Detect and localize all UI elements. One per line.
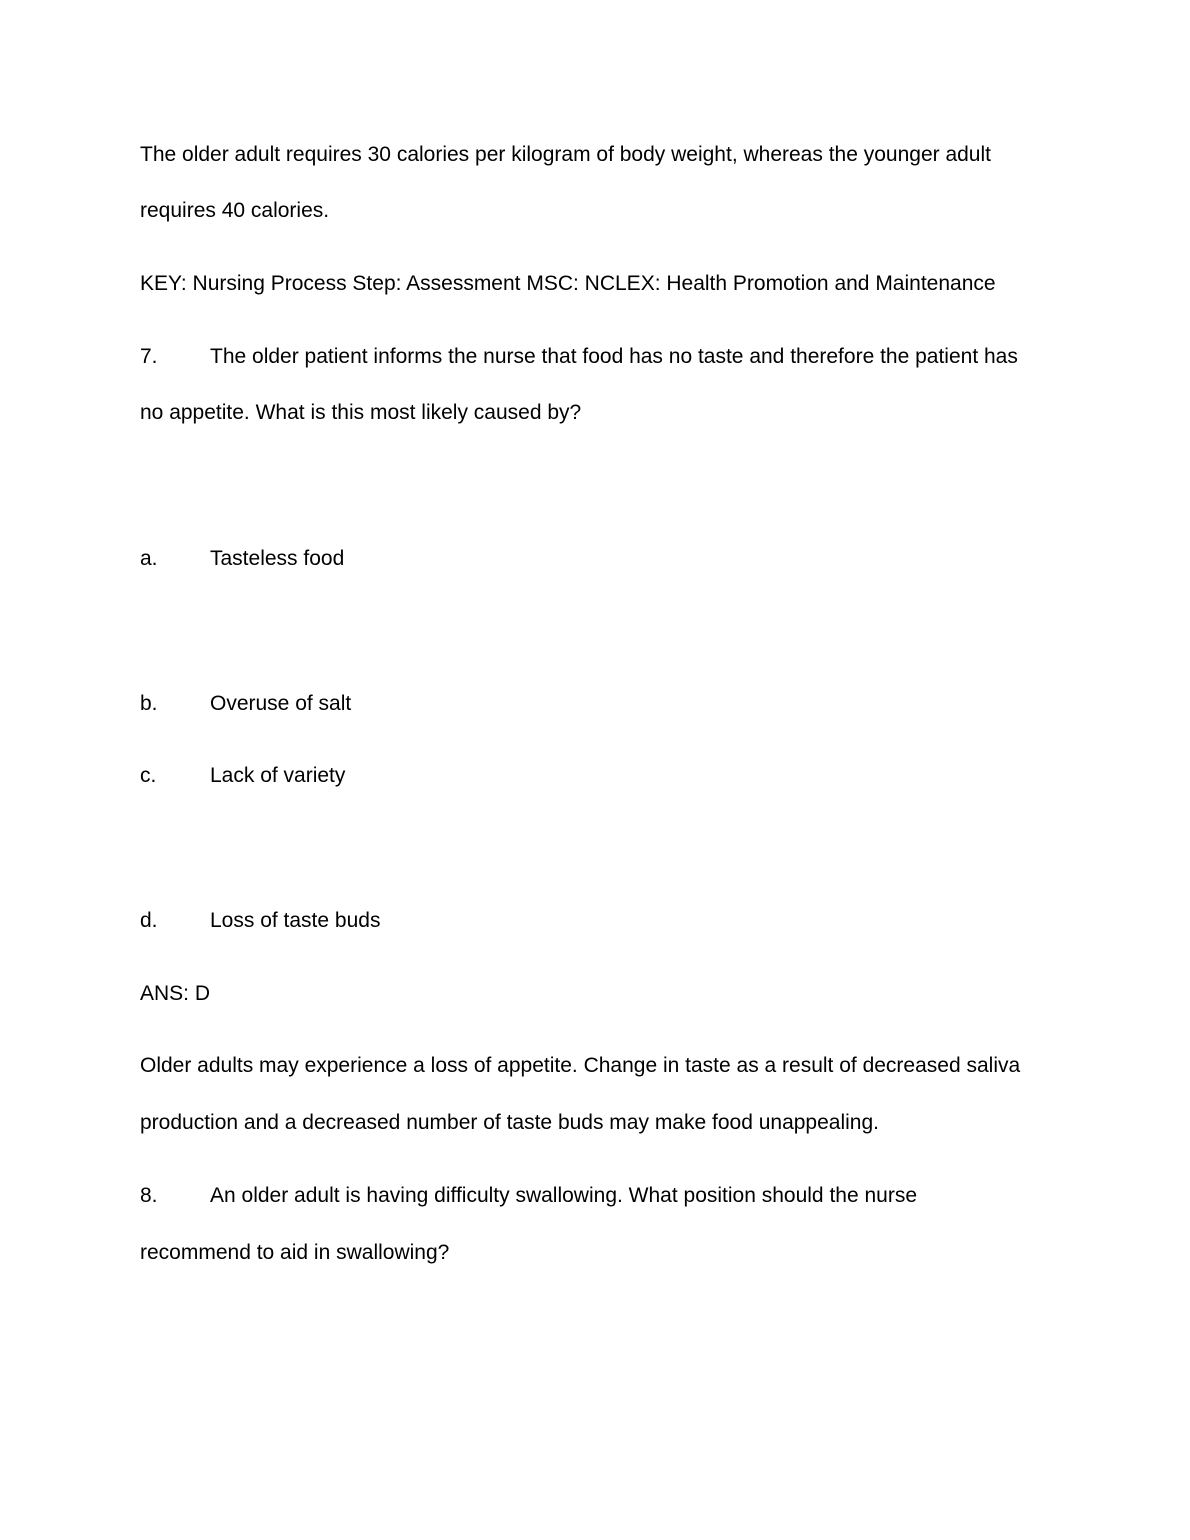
question-7-rationale-line-1: Older adults may experience a loss of appetite. Change in taste as a result of decreased saliva (140, 1054, 1021, 1077)
question-8-stem-line-2: recommend to aid in swallowing? (140, 1241, 450, 1264)
question-6-key: KEY: Nursing Process Step: Assessment MSC: NCLEX: Health Promotion and Maintenance (140, 272, 996, 295)
question-8-stem-line-1 (140, 1182, 917, 1210)
question-8-stem-text-1: An older adult is having difficulty swallowing. What position should the nurse (210, 1184, 918, 1207)
question-7-stem-line-1 (140, 343, 1018, 371)
question-7-option-d (140, 907, 380, 935)
question-7-rationale-line-2: production and a decreased number of taste buds may make food unappealing. (140, 1111, 879, 1134)
option-letter: a. (140, 547, 158, 570)
question-7-option-b (140, 690, 351, 718)
option-text: Overuse of salt (210, 692, 352, 715)
rationale-continuation-line-2: requires 40 calories. (140, 199, 330, 222)
rationale-continuation-line-1: The older adult requires 30 calories per kilogram of body weight, whereas the younger adult (140, 143, 991, 166)
option-text: Tasteless food (210, 547, 345, 570)
option-letter: d. (140, 909, 158, 932)
option-letter: b. (140, 692, 158, 715)
question-8-number: 8. (140, 1184, 158, 1207)
option-text: Loss of taste buds (210, 909, 381, 932)
question-7-option-a (140, 545, 344, 573)
option-letter: c. (140, 764, 157, 787)
question-7-number: 7. (140, 345, 158, 368)
question-7-stem-text-1: The older patient informs the nurse that food has no taste and therefore the patient has (210, 345, 1018, 368)
question-7-answer: ANS: D (140, 982, 211, 1005)
question-7-stem-line-2: no appetite. What is this most likely caused by? (140, 401, 582, 424)
option-text: Lack of variety (210, 764, 346, 787)
question-7-option-c (140, 762, 345, 790)
